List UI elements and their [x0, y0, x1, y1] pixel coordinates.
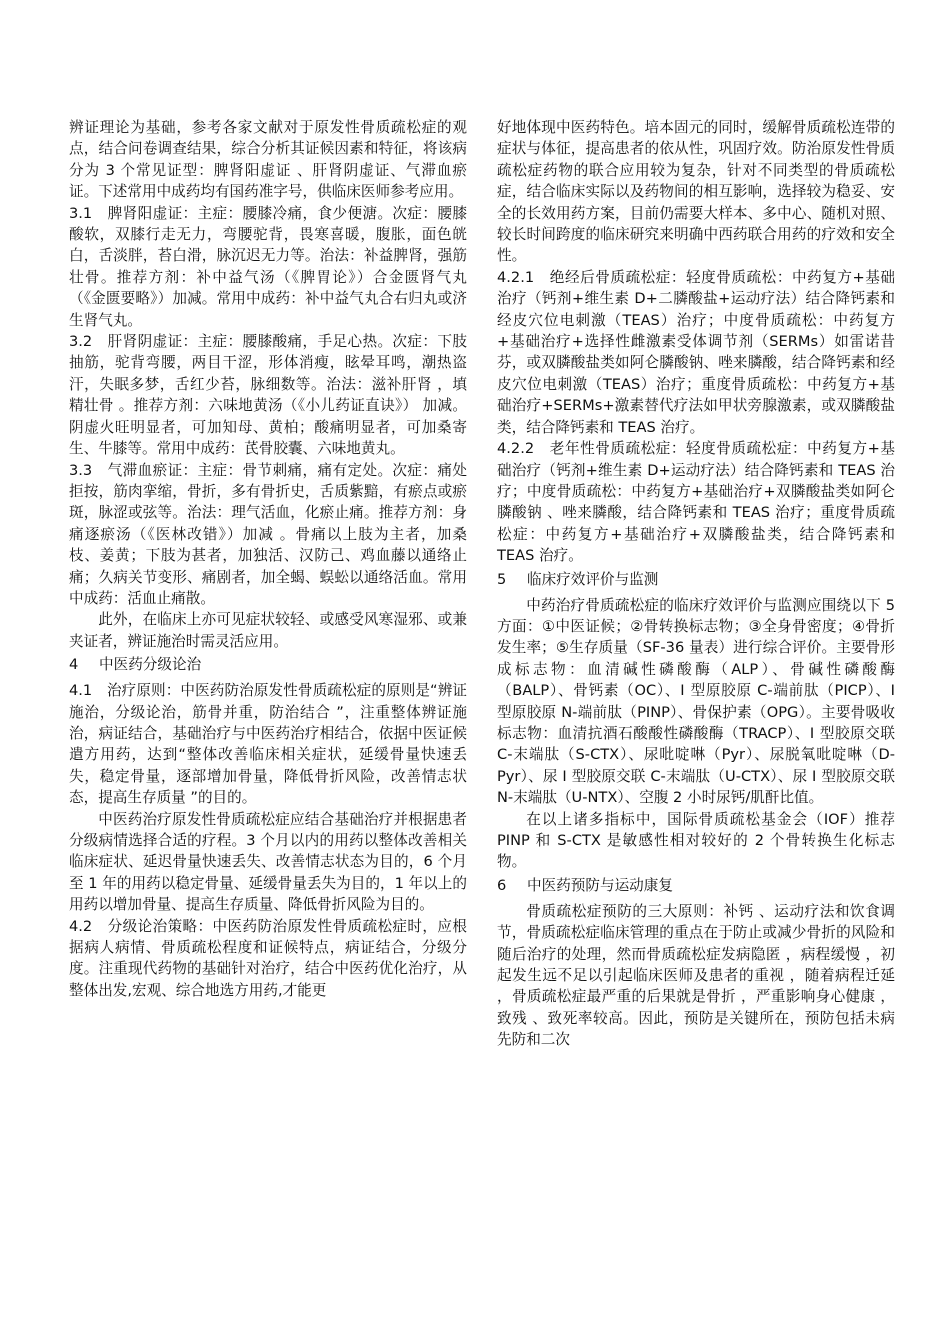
section-heading-5 — [497, 569, 895, 591]
section-title: 中医药分级论治 — [99, 656, 202, 674]
section-heading-6 — [497, 875, 895, 897]
paragraph-3-1-spleen-kidney-yang-deficiency: 3.1 脾肾阳虚证：主症：腰膝冷痛，食少便溏。次症：腰膝酸软，双膝行走无力，弯腰驼背，畏寒喜暖，腹胀，面色㿠白，舌淡胖，苔白滑，脉沉迟无力等。治法：补益脾肾，强筋壮骨。推荐方剂：补中益气汤（《脾胃论》）合金匮肾气丸（《金匮要略》）加减。常用中成药：补中益气丸合右归丸或济生肾气丸。 — [69, 204, 467, 329]
right-column — [497, 117, 895, 1051]
paragraph-4-2-2-senile: 4.2.2 老年性骨质疏松症：轻度骨质疏松症：中药复方+基础治疗（钙剂+维生素 D+运动疗法）结合降钙素和 TEAS 治疗；中度骨质疏松：中药复方+基础治疗+双膦酸盐类如阿仑膦酸钠 、唑来膦酸，结合降钙素和 TEAS 治疗；重度骨质疏松症：中药复方+基础治疗+双膦酸盐类，结合降钙素和 TEAS 治疗。 — [497, 440, 895, 565]
paragraph-4-2-1-postmenopausal: 4.2.1 绝经后骨质疏松症：轻度骨质疏松：中药复方+基础治疗（钙剂+维生素 D+二膦酸盐+运动疗法）结合降钙素和经皮穴位电刺激（TEAS）治疗；中度骨质疏松：中药复方+基础治疗+选择性雌激素受体调节剂（SERMs）如雷诺昔芬，或双膦酸盐类如阿仑膦酸钠、唑来膦酸，结合降钙素和经皮穴位电刺激（TEAS）治疗；重度骨质疏松：中药复方+基础治疗+SERMs+激素替代疗法如甲状旁腺激素，或双膦酸盐类，结合降钙素和 TEAS 治疗。 — [497, 268, 895, 436]
section-title: 临床疗效评价与监测 — [527, 570, 659, 588]
paragraph-4-1-treatment-principles: 4.1 治疗原则：中医药防治原发性骨质疏松症的原则是“辨证施治，分级论治，筋骨并重，防治结合 ”，注重整体辨证施治，病证结合，基础治疗与中医药治疗相结合，依据中医证候遣方用药，达到“整体改善临床相关症状，延缓骨量快速丢失，稳定骨量，逐部增加骨量，降低骨折风险，改善情志状态，提高生存质量 ”的目的。 — [69, 682, 467, 807]
paragraph-5-evaluation: 中药治疗骨质疏松症的临床疗效评价与监测应围绕以下 5 方面：①中医证候；②骨转换标志物；③全身骨密度；④骨折发生率；⑤生存质量（SF-36 量表）进行综合评价。主要骨形成标志物：血清碱性磷酸酶（ALP）、骨碱性磷酸酶（BALP）、骨钙素（OC）、Ⅰ 型原胶原 C-端前肽（PICP）、Ⅰ 型原胶原 N-端前肽（PINP）、骨保护素（OPG）。主要骨吸收标志物：血清抗酒石酸酸性磷酸酶（TRACP）、Ⅰ 型胶原交联 C-末端肽（S-CTX）、尿吡啶啉（Pyr）、尿脱氧吡啶啉（D-Pyr）、尿 Ⅰ 型胶原交联 C-末端肽（U-CTX）、尿 Ⅰ 型胶原交联 N-末端肽（U-NTX）、空腹 2 小时尿钙/肌酐比值。 — [497, 596, 895, 807]
section-number: 5 — [497, 570, 507, 588]
section-number: 6 — [497, 876, 507, 894]
paragraph-6-prevention: 骨质疏松症预防的三大原则：补钙 、运动疗法和饮食调节，骨质疏松症临床管理的重点在于防止或减少骨折的风险和随后治疗的处理，然而骨质疏松症发病隐匿 ，病程缓慢 ，初起发生远不足以引起临床医师及患者的重视 ，随着病程迁延 ，骨质疏松症最严重的后果就是骨折 ，严重影响身心健康 ，致残 、致死率较高。因此，预防是关键所在，预防包括未病先防和二次 — [497, 902, 895, 1049]
section-heading-4 — [69, 654, 467, 676]
section-number: 4 — [69, 656, 79, 674]
paragraph-5-iof-markers: 在以上诸多指标中，国际骨质疏松基金会（IOF）推荐 PINP 和 S-CTX 是敏感性相对较好的 2 个骨转换生化标志物。 — [497, 810, 895, 871]
paragraph-4-1-course: 中医药治疗原发性骨质疏松症应结合基础治疗并根据患者分级病情选择合适的疗程。3 个月以内的用药以整体改善相关临床症状、延迟骨量快速丢失、改善情志状态为目的，6 个月至 1 年的用药以稳定骨量、延缓骨量丢失为目的，1 年以上的用药以增加骨量、提高生存质量、降低骨折风险为目的。 — [69, 810, 467, 914]
paragraph-3-3-qi-stagnation-blood-stasis: 3.3 气滞血瘀证：主症：骨节刺痛，痛有定处。次症：痛处拒按，筋肉挛缩，骨折，多有骨折史，舌质紫黯，有瘀点或瘀斑，脉涩或弦等。治法：理气活血，化瘀止痛。推荐方剂：身痛逐瘀汤（《医林改错》）加减 。骨痛以上肢为主者，加桑枝、姜黄；下肢为甚者，加独活、汉防己、鸡血藤以通络止痛；久病关节变形、痛剧者，加全蝎、蜈蚣以通络活血。常用中成药：活血止痛散。 — [69, 461, 467, 607]
section-title: 中医药预防与运动康复 — [527, 876, 673, 894]
paragraph-intro: 辨证理论为基础，参考各家文献对于原发性骨质疏松症的观点，结合问卷调查结果，综合分析其证候因素和特征，将该病分为 3 个常见证型：脾肾阳虚证 、肝肾阴虚证、气滞血瘀证。下述常用中成药均有国药准字号，供临床医师参考应用。 — [69, 119, 467, 201]
paragraph-3-2-liver-kidney-yin-deficiency: 3.2 肝肾阴虚证：主症：腰膝酸痛，手足心热。次症：下肢抽筋，驼背弯腰，两目干涩，形体消瘦，眩晕耳鸣，潮热盗汗，失眠多梦，舌红少苔，脉细数等。治法：滋补肝肾 ，填精壮骨 。推荐方剂：六味地黄汤（《小儿药证直诀》） 加减。阴虚火旺明显者，可加知母、黄柏；酸痛明显者，可加桑寄生、牛膝等。常用中成药：芪骨胶囊、六味地黄丸。 — [69, 333, 467, 458]
paragraph-4-2-grading-strategy: 4.2 分级论治策略：中医药防治原发性骨质疏松症时，应根据病人病情、骨质疏松程度和证候特点，病证结合，分级分度。注重现代药物的基础针对治疗，结合中医药优化治疗，从整体出发,宏观、综合地选方用药,才能更 — [69, 917, 467, 999]
paragraph-4-2-continued: 好地体现中医药特色。培本固元的同时，缓解骨质疏松连带的症状与体征，提高患者的依从性，巩固疗效。防治原发性骨质疏松症药物的联合应用较为复杂，针对不同类型的骨质疏松症，结合临床实际以及药物间的相互影响，选择较为稳妥、安全的长效用药方案，目前仍需要大样本、多中心、随机对照、较长时间跨度的临床研究来明确中西药联合用药的疗效和安全性。 — [497, 119, 895, 265]
paragraph-other-syndromes: 此外，在临床上亦可见症状较轻、或感受风寒湿邪、或兼夹证者，辨证施治时需灵活应用。 — [69, 611, 467, 650]
left-column — [69, 117, 467, 1001]
